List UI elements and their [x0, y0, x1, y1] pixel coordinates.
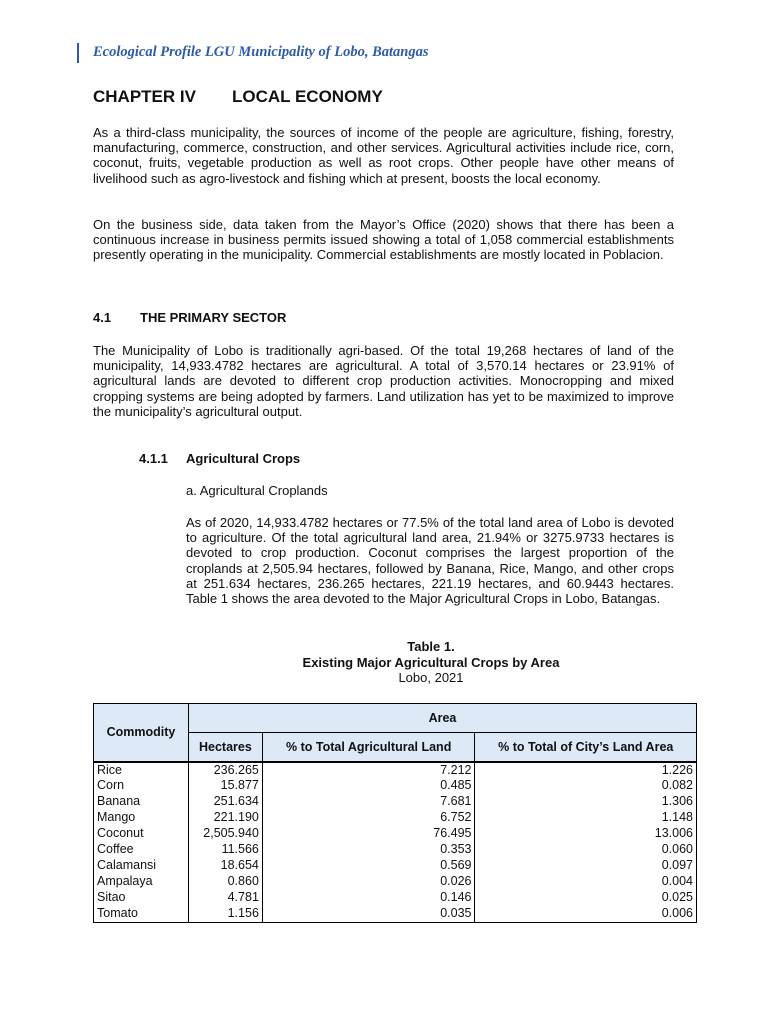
- hectares-value: 11.566: [188, 842, 262, 858]
- hectares-value: 236.265: [188, 762, 262, 779]
- commodity-name: Coffee: [94, 842, 189, 858]
- commodity-name: Mango: [94, 810, 189, 826]
- chapter-number: CHAPTER IV: [93, 87, 196, 106]
- commodity-name: Corn: [94, 778, 189, 794]
- table-row: [94, 794, 697, 810]
- table-row: [94, 762, 697, 779]
- table-caption: [93, 639, 768, 686]
- commodity-name: Rice: [94, 762, 189, 779]
- table-row: [94, 874, 697, 890]
- hectares-value: 221.190: [188, 810, 262, 826]
- intro-paragraph-2: On the business side, data taken from the Mayor’s Office (2020) shows that there has been a continuous increase in business permits issued showing a total of 1,058 commercial establishments presently operating in the municipality. Commercial establishments are mostly located in Poblacion.: [93, 217, 674, 263]
- commodity-name: Banana: [94, 794, 189, 810]
- header-area: Area: [188, 704, 696, 733]
- pct-agri-value: 0.353: [262, 842, 475, 858]
- list-item-croplands: a. Agricultural Croplands: [186, 483, 328, 498]
- hectares-value: 1.156: [188, 906, 262, 922]
- pct-agri-value: 76.495: [262, 826, 475, 842]
- section-paragraph: The Municipality of Lobo is traditionally agri-based. Of the total 19,268 hectares of land of the municipality, 14,933.4782 hectares are agricultural. A total of 3,570.14 hectares or 23.91% of agricultural lands are devoted to different crop production activities. Monocropping and mixed cropping systems are being adopted by farmers. Land utilization has yet to be maximized to improve the municipality’s agricultural output.: [93, 343, 674, 419]
- pct-agri-value: 7.681: [262, 794, 475, 810]
- hectares-value: 18.654: [188, 858, 262, 874]
- table-subtitle: Lobo, 2021: [398, 670, 464, 685]
- commodity-name: Calamansi: [94, 858, 189, 874]
- table-row: [94, 826, 697, 842]
- pct-agri-value: 0.569: [262, 858, 475, 874]
- pct-agri-value: 6.752: [262, 810, 475, 826]
- header-accent-bar: [77, 43, 79, 63]
- table-row: [94, 810, 697, 826]
- chapter-title: LOCAL ECONOMY: [232, 87, 383, 106]
- subsection-title: Agricultural Crops: [186, 451, 301, 466]
- hectares-value: 2,505.940: [188, 826, 262, 842]
- pct-city-value: 0.006: [475, 906, 697, 922]
- header-commodity: Commodity: [94, 704, 189, 762]
- section-title: THE PRIMARY SECTOR: [140, 310, 287, 325]
- table-row: [94, 842, 697, 858]
- croplands-paragraph: As of 2020, 14,933.4782 hectares or 77.5% of the total land area of Lobo is devoted to agriculture. Of the total agricultural land area, 21.94% or 3275.9733 hectares is devoted to crop production. Coconut comprises the largest proportion of the croplands at 2,505.94 hectares, followed by Banana, Rice, Mango, and other crops at 251.634 hectares, 236.265 hectares, 221.19 hectares, and 60.9443 hectares. Table 1 shows the area devoted to the Major Agricultural Crops in Lobo, Batangas.: [186, 515, 674, 607]
- pct-city-value: 0.025: [475, 890, 697, 906]
- table-label: Table 1.: [407, 639, 455, 654]
- commodity-name: Tomato: [94, 906, 189, 922]
- commodity-name: Coconut: [94, 826, 189, 842]
- header-pct-city-land-area: % to Total of City’s Land Area: [475, 733, 697, 762]
- pct-agri-value: 7.212: [262, 762, 475, 779]
- section-number: 4.1: [93, 310, 112, 325]
- hectares-value: 15.877: [188, 778, 262, 794]
- running-header: Ecological Profile LGU Municipality of Lobo, Batangas: [93, 44, 429, 60]
- pct-agri-value: 0.035: [262, 906, 475, 922]
- pct-city-value: 0.097: [475, 858, 697, 874]
- table-row: [94, 778, 697, 794]
- commodity-name: Sitao: [94, 890, 189, 906]
- pct-city-value: 0.004: [475, 874, 697, 890]
- pct-city-value: 0.082: [475, 778, 697, 794]
- pct-city-value: 0.060: [475, 842, 697, 858]
- subsection-heading: [139, 451, 300, 466]
- pct-agri-value: 0.026: [262, 874, 475, 890]
- pct-agri-value: 0.485: [262, 778, 475, 794]
- hectares-value: 4.781: [188, 890, 262, 906]
- section-heading: [93, 310, 286, 325]
- chapter-heading: [93, 87, 383, 107]
- pct-city-value: 1.306: [475, 794, 697, 810]
- pct-city-value: 13.006: [475, 826, 697, 842]
- header-pct-agricultural-land: % to Total Agricultural Land: [262, 733, 475, 762]
- subsection-number: 4.1.1: [139, 451, 168, 466]
- pct-city-value: 1.148: [475, 810, 697, 826]
- header-hectares: Hectares: [188, 733, 262, 762]
- hectares-value: 0.860: [188, 874, 262, 890]
- intro-paragraph-1: As a third-class municipality, the sources of income of the people are agriculture, fishing, forestry, manufacturing, commerce, construction, and other services. Agricultural activities include rice, corn, coconut, fruits, vegetable production as well as root crops. Other people have other means of livelihood such as agro-livestock and fishing which at present, boosts the local economy.: [93, 125, 674, 186]
- crops-table: [93, 703, 697, 923]
- table-row: [94, 906, 697, 922]
- table-title: Existing Major Agricultural Crops by Area: [302, 654, 560, 670]
- table-row: [94, 858, 697, 874]
- commodity-name: Ampalaya: [94, 874, 189, 890]
- pct-agri-value: 0.146: [262, 890, 475, 906]
- hectares-value: 251.634: [188, 794, 262, 810]
- table-row: [94, 890, 697, 906]
- pct-city-value: 1.226: [475, 762, 697, 779]
